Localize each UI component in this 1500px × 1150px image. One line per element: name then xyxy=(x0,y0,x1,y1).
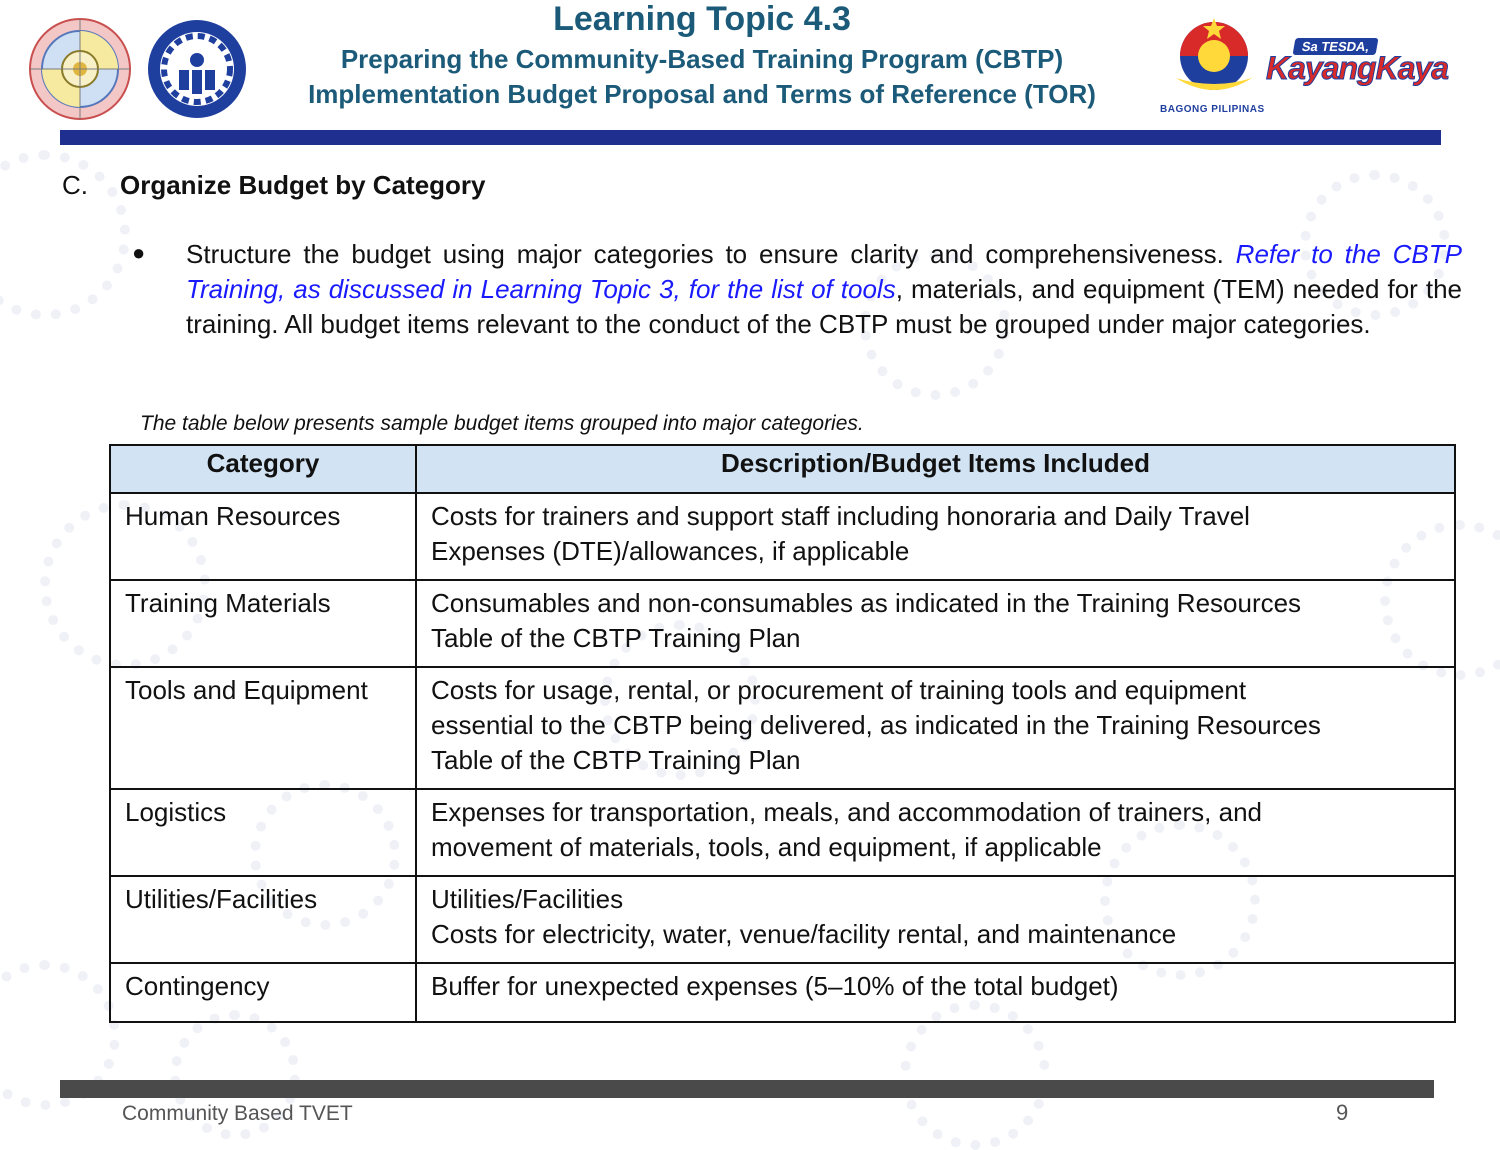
table-caption: The table below presents sample budget items grouped into major categories. xyxy=(140,412,864,435)
column-header-description: Description/Budget Items Included xyxy=(416,445,1455,493)
column-header-category: Category xyxy=(110,445,416,493)
category-cell: Training Materials xyxy=(110,580,416,667)
description-cell xyxy=(416,876,1455,963)
description-line: Costs for electricity, water, venue/facility rental, and maintenance xyxy=(431,919,1177,949)
description-cell xyxy=(416,580,1455,667)
bullet-reference-text: Refer to the CBTP Training, as discussed in Learning Topic 3, for the list of tools xyxy=(186,239,1463,304)
description-line: Expenses (DTE)/allowances, if applicable xyxy=(431,536,910,566)
category-cell: Contingency xyxy=(110,963,416,1022)
bullet-text-after: , materials, and equipment (TEM) needed for the training. All budget items relevant to the conduct of the CBTP must be grouped under major categories. xyxy=(186,274,1463,339)
table-row xyxy=(110,580,1455,667)
bagong-pilipinas-label: BAGONG PILIPINAS xyxy=(1160,104,1265,115)
description-cell xyxy=(416,789,1455,876)
page-title: Learning Topic 4.3 xyxy=(553,0,851,38)
section-letter: C. xyxy=(62,170,88,200)
description-line: Utilities/Facilities xyxy=(431,884,624,914)
bullet-paragraph xyxy=(186,237,1462,342)
page-number: 9 xyxy=(1336,1100,1349,1125)
bullet-icon: ● xyxy=(132,240,146,265)
table-row xyxy=(110,876,1455,963)
table-row xyxy=(110,493,1455,580)
description-line: essential to the CBTP being delivered, as indicated in the Training Resources xyxy=(431,710,1321,740)
description-cell xyxy=(416,493,1455,580)
brand-wordmark: KayangKaya xyxy=(1266,50,1449,86)
page-subtitle-line2: Implementation Budget Proposal and Terms of Reference (TOR) xyxy=(308,79,1096,109)
description-line: Costs for usage, rental, or procurement of training tools and equipment xyxy=(431,675,1247,705)
footer-divider xyxy=(60,1080,1434,1098)
description-line: Consumables and non-consumables as indicated in the Training Resources xyxy=(431,588,1302,618)
description-line: Table of the CBTP Training Plan xyxy=(431,745,801,775)
section-title: Organize Budget by Category xyxy=(120,170,486,200)
category-cell: Tools and Equipment xyxy=(110,667,416,789)
bullet-text-before: Structure the budget using major categories to ensure clarity and comprehensiveness. xyxy=(186,239,1236,269)
description-cell xyxy=(416,667,1455,789)
description-line: Costs for trainers and support staff including honoraria and Daily Travel xyxy=(431,501,1250,531)
header-divider xyxy=(60,130,1441,145)
table-row xyxy=(110,963,1455,1022)
category-cell: Logistics xyxy=(110,789,416,876)
description-line: Expenses for transportation, meals, and accommodation of trainers, and xyxy=(431,797,1262,827)
table-header-row xyxy=(110,445,1455,493)
description-cell xyxy=(416,963,1455,1022)
description-line: movement of materials, tools, and equipment, if applicable xyxy=(431,832,1102,862)
page-subtitle-line1: Preparing the Community-Based Training Program (CBTP) xyxy=(340,44,1064,74)
table-row xyxy=(110,789,1455,876)
category-cell: Utilities/Facilities xyxy=(110,876,416,963)
budget-category-table xyxy=(109,444,1456,1023)
description-line: Buffer for unexpected expenses (5–10% of the total budget) xyxy=(431,971,1119,1001)
brand-tagline: Sa TESDA, xyxy=(1293,38,1379,55)
footer-label: Community Based TVET xyxy=(122,1102,353,1125)
category-cell: Human Resources xyxy=(110,493,416,580)
description-line: Table of the CBTP Training Plan xyxy=(431,623,801,653)
table-row xyxy=(110,667,1455,789)
